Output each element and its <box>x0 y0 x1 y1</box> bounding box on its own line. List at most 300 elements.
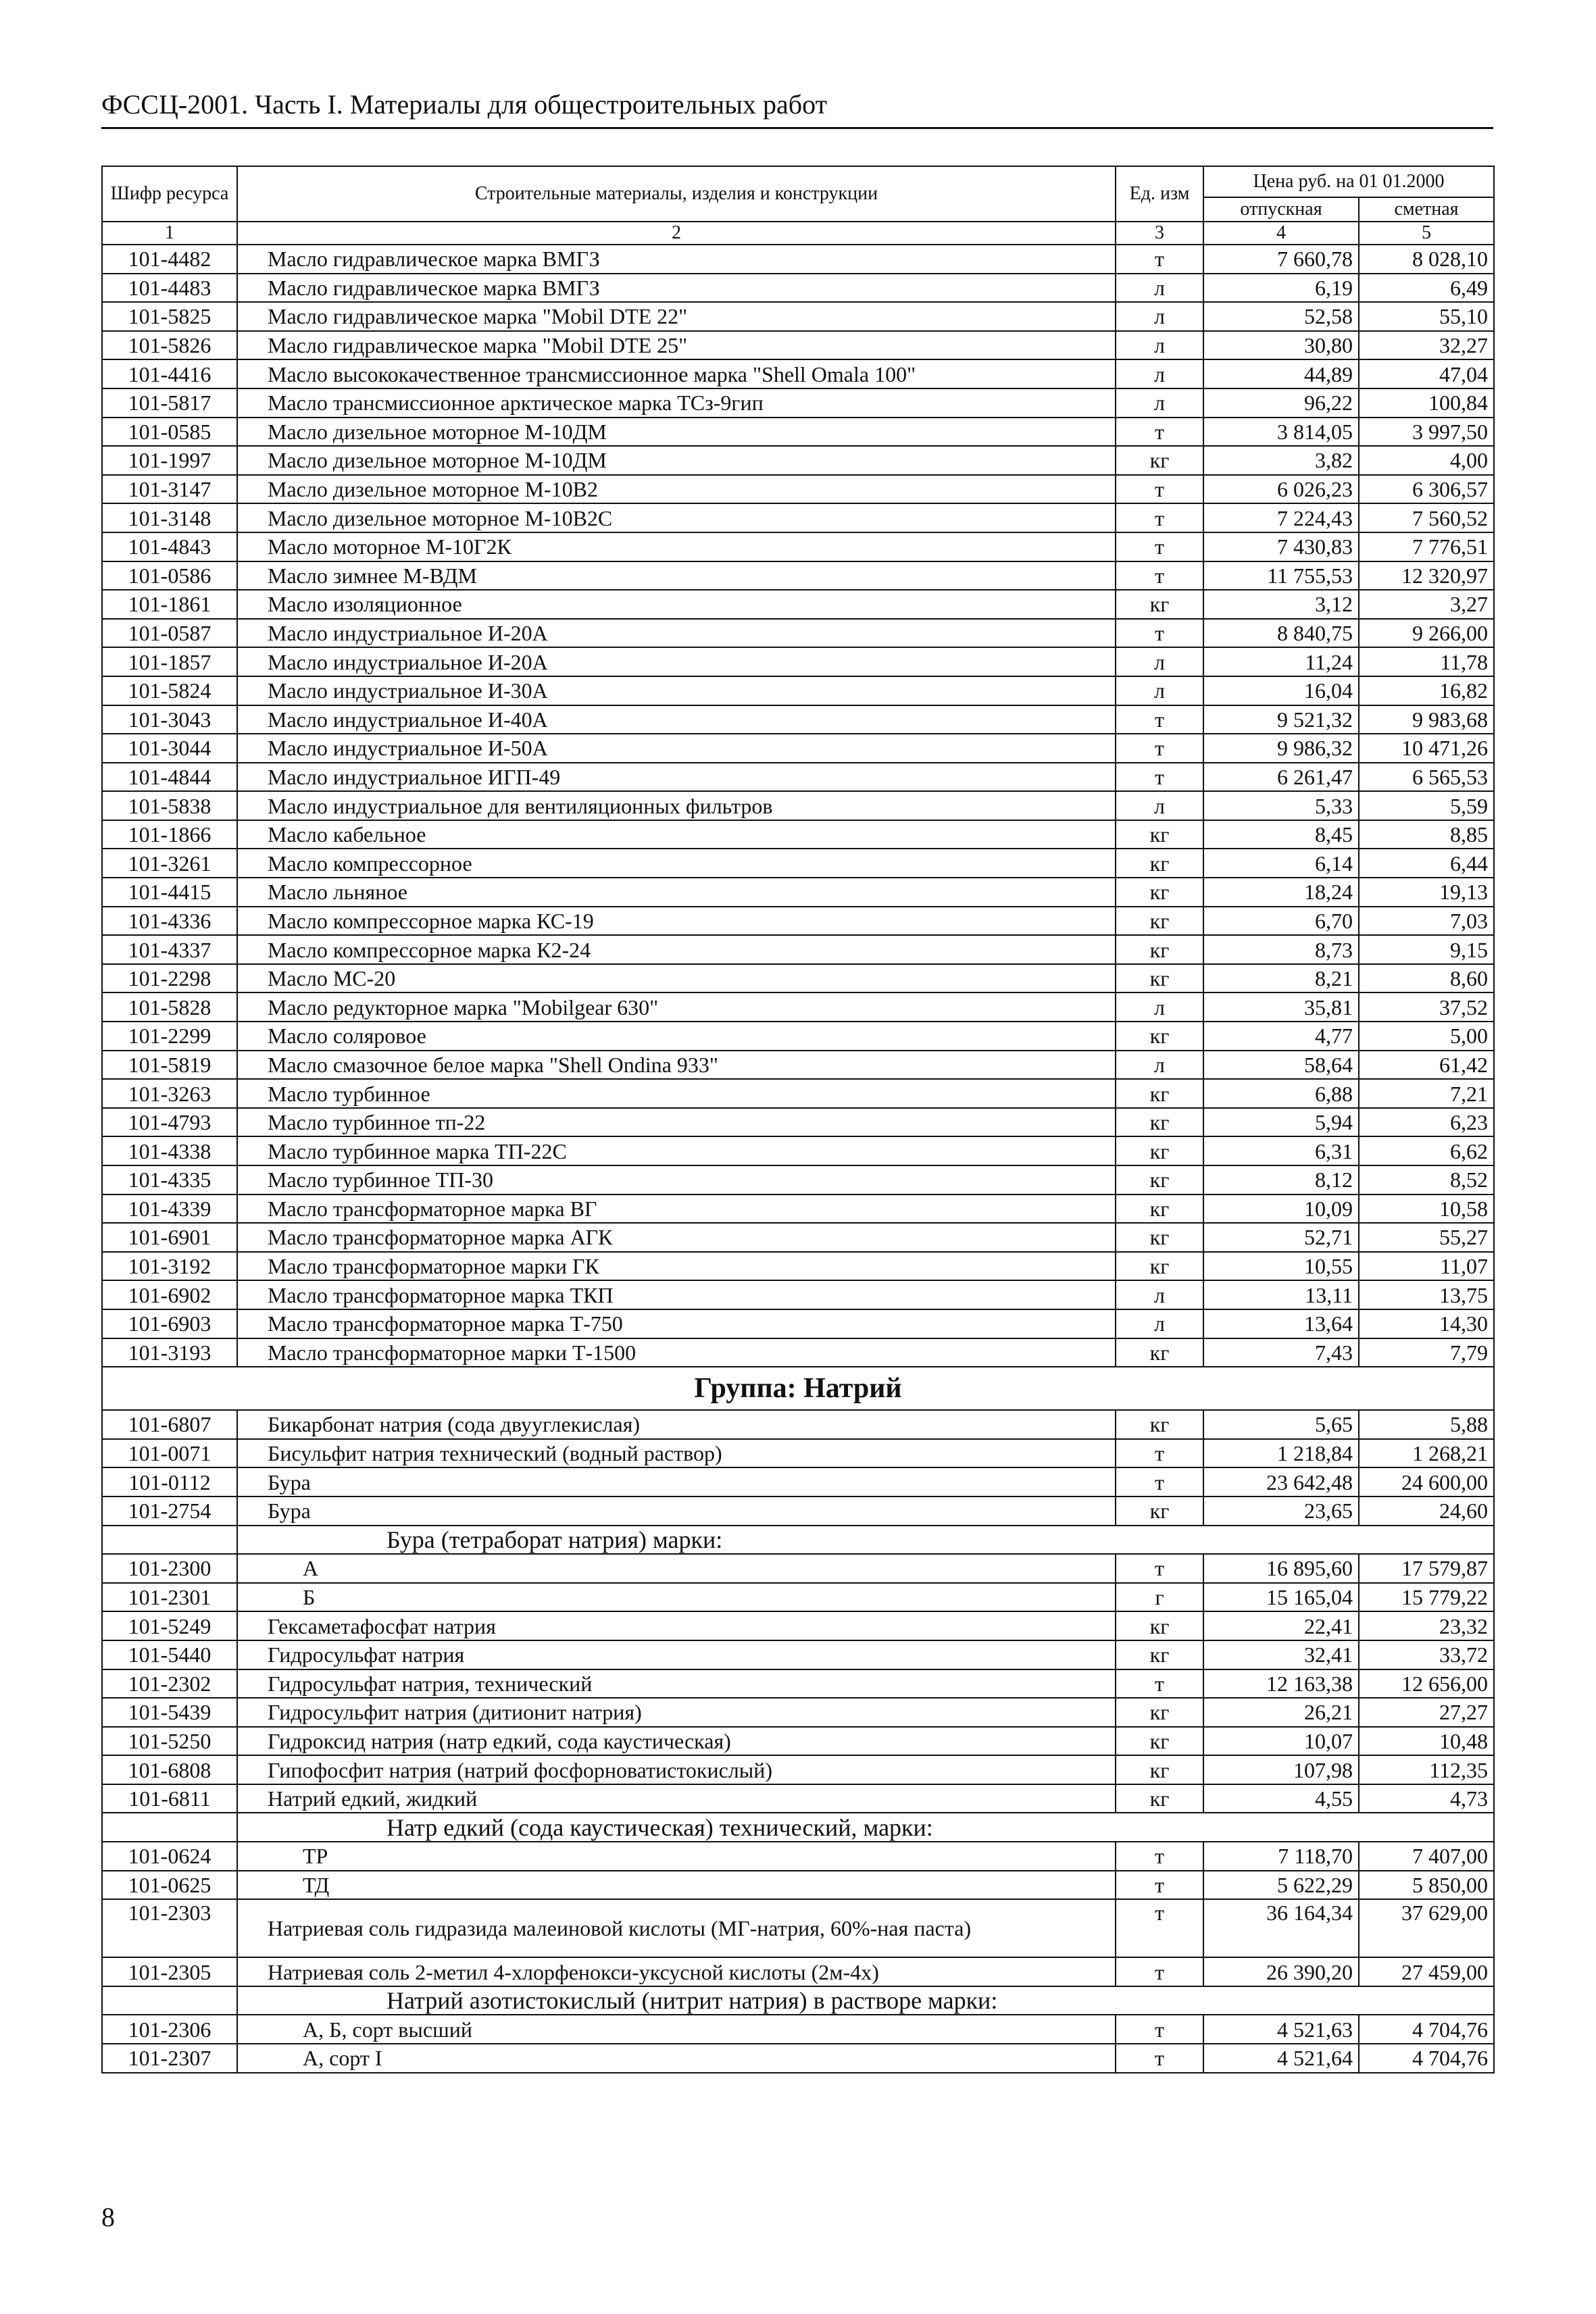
unit-of-measure: т <box>1116 475 1203 504</box>
table-row <box>102 359 1494 388</box>
release-price: 16,04 <box>1203 676 1359 705</box>
material-name: Масло моторное М-10Г2К <box>237 532 1116 561</box>
unit-of-measure: л <box>1116 676 1203 705</box>
table-row <box>102 907 1494 936</box>
release-price: 6,14 <box>1203 849 1359 878</box>
resource-code: 101-2298 <box>102 964 237 993</box>
unit-of-measure: т <box>1116 561 1203 590</box>
unit-of-measure: л <box>1116 302 1203 331</box>
table-row <box>102 1439 1494 1468</box>
material-name: Масло трансформаторное марка Т-750 <box>237 1309 1116 1338</box>
material-name: Масло индустриальное И-40А <box>237 705 1116 734</box>
unit-of-measure: кг <box>1116 1496 1203 1526</box>
release-price: 5,33 <box>1203 791 1359 820</box>
table-row <box>102 1669 1494 1699</box>
release-price: 23 642,48 <box>1203 1467 1359 1496</box>
table-row <box>102 676 1494 705</box>
material-name: Масло трансформаторное марки ГК <box>237 1252 1116 1281</box>
table-body <box>102 245 1494 2073</box>
subgroup-title: Бура (тетраборат натрия) марки: <box>237 1526 1494 1555</box>
material-name: Масло МС-20 <box>237 964 1116 993</box>
material-name: Натриевая соль гидразида малеиновой кислоты (МГ-натрия, 60%-ная паста) <box>237 1899 1116 1957</box>
estimate-price: 11,78 <box>1359 647 1494 676</box>
unit-of-measure: кг <box>1116 1136 1203 1165</box>
release-price: 8,45 <box>1203 820 1359 849</box>
unit-of-measure: кг <box>1116 1755 1203 1784</box>
table-row <box>102 1467 1494 1496</box>
resource-code: 101-2299 <box>102 1022 237 1051</box>
estimate-price: 10,58 <box>1359 1194 1494 1224</box>
release-price: 10,55 <box>1203 1252 1359 1281</box>
unit-of-measure: л <box>1116 359 1203 388</box>
resource-code: 101-4793 <box>102 1108 237 1137</box>
estimate-price: 27,27 <box>1359 1698 1494 1727</box>
release-price: 5,94 <box>1203 1108 1359 1137</box>
unit-of-measure: т <box>1116 1957 1203 1986</box>
resource-code: 101-0625 <box>102 1871 237 1900</box>
estimate-price: 8,52 <box>1359 1165 1494 1194</box>
table-row <box>102 1410 1494 1439</box>
material-name: А, сорт I <box>237 2044 1116 2073</box>
unit-of-measure: т <box>1116 1467 1203 1496</box>
resource-code: 101-2300 <box>102 1554 237 1583</box>
material-name: Масло льняное <box>237 878 1116 907</box>
resource-code: 101-5817 <box>102 388 237 418</box>
estimate-price: 9 266,00 <box>1359 619 1494 648</box>
table-row <box>102 1165 1494 1194</box>
subgroup-title: Натр едкий (сода каустическая) технический, марки: <box>237 1813 1494 1842</box>
material-name: Масло индустриальное для вентиляционных фильтров <box>237 791 1116 820</box>
estimate-price: 33,72 <box>1359 1640 1494 1669</box>
unit-of-measure: т <box>1116 1554 1203 1583</box>
material-name: Масло трансмиссионное арктическое марка ТСз-9гип <box>237 388 1116 418</box>
resource-code: 101-4337 <box>102 935 237 964</box>
resource-code: 101-3147 <box>102 475 237 504</box>
table-row <box>102 331 1494 360</box>
estimate-price: 13,75 <box>1359 1280 1494 1309</box>
material-name: Масло редукторное марка "Mobilgear 630" <box>237 992 1116 1022</box>
table-row <box>102 2015 1494 2044</box>
table-row <box>102 388 1494 418</box>
resource-code: 101-5826 <box>102 331 237 360</box>
material-name: Б <box>237 1583 1116 1612</box>
estimate-price: 55,10 <box>1359 302 1494 331</box>
material-name: Масло индустриальное И-50А <box>237 734 1116 763</box>
header-unit: Ед. изм <box>1116 166 1203 222</box>
resource-code: 101-3263 <box>102 1079 237 1108</box>
release-price: 7 660,78 <box>1203 245 1359 274</box>
table-row <box>102 935 1494 964</box>
estimate-price: 7 560,52 <box>1359 503 1494 532</box>
resource-code: 101-4335 <box>102 1165 237 1194</box>
estimate-price: 14,30 <box>1359 1309 1494 1338</box>
page-number: 8 <box>101 2202 115 2232</box>
material-name: Масло трансформаторное марка ТКП <box>237 1280 1116 1309</box>
release-price: 3,82 <box>1203 446 1359 475</box>
estimate-price: 16,82 <box>1359 676 1494 705</box>
material-name: Масло дизельное моторное М-10В2С <box>237 503 1116 532</box>
material-name: А <box>237 1554 1116 1583</box>
subgroup-row <box>102 1813 1494 1842</box>
unit-of-measure: кг <box>1116 590 1203 619</box>
table-row <box>102 1079 1494 1108</box>
material-name: Натрий едкий, жидкий <box>237 1784 1116 1813</box>
release-price: 32,41 <box>1203 1640 1359 1669</box>
release-price: 4,55 <box>1203 1784 1359 1813</box>
estimate-price: 10,48 <box>1359 1727 1494 1756</box>
release-price: 10,07 <box>1203 1727 1359 1756</box>
release-price: 12 163,38 <box>1203 1669 1359 1699</box>
material-name: Масло гидравлическое марка "Mobil DTE 25" <box>237 331 1116 360</box>
col-num-4: 4 <box>1203 222 1359 245</box>
release-price: 58,64 <box>1203 1051 1359 1080</box>
estimate-price: 19,13 <box>1359 878 1494 907</box>
estimate-price: 11,07 <box>1359 1252 1494 1281</box>
release-price: 6,88 <box>1203 1079 1359 1108</box>
unit-of-measure: т <box>1116 1871 1203 1900</box>
material-name: Гидросульфит натрия (дитионит натрия) <box>237 1698 1116 1727</box>
subgroup-row <box>102 1986 1494 2015</box>
table-row <box>102 1051 1494 1080</box>
estimate-price: 9,15 <box>1359 935 1494 964</box>
release-price: 36 164,34 <box>1203 1899 1359 1957</box>
table-row <box>102 619 1494 648</box>
estimate-price: 6,49 <box>1359 274 1494 303</box>
estimate-price: 37,52 <box>1359 992 1494 1022</box>
release-price: 6 261,47 <box>1203 763 1359 792</box>
header-price: Цена руб. на 01 01.2000 <box>1203 166 1494 197</box>
release-price: 4 521,63 <box>1203 2015 1359 2044</box>
table-row <box>102 446 1494 475</box>
release-price: 5,65 <box>1203 1410 1359 1439</box>
unit-of-measure: т <box>1116 418 1203 447</box>
estimate-price: 4,00 <box>1359 446 1494 475</box>
resource-code: 101-5825 <box>102 302 237 331</box>
material-name: Масло гидравлическое марка ВМГЗ <box>237 245 1116 274</box>
resource-code: 101-3043 <box>102 705 237 734</box>
table-row <box>102 1755 1494 1784</box>
unit-of-measure: т <box>1116 734 1203 763</box>
table-row <box>102 1899 1494 1957</box>
estimate-price: 8,60 <box>1359 964 1494 993</box>
estimate-price: 55,27 <box>1359 1223 1494 1252</box>
table-row <box>102 503 1494 532</box>
resource-code: 101-4339 <box>102 1194 237 1224</box>
table-row <box>102 763 1494 792</box>
release-price: 4,77 <box>1203 1022 1359 1051</box>
unit-of-measure: л <box>1116 1309 1203 1338</box>
estimate-price: 3,27 <box>1359 590 1494 619</box>
table-row <box>102 992 1494 1022</box>
resource-code: 101-3044 <box>102 734 237 763</box>
resource-code: 101-4338 <box>102 1136 237 1165</box>
resource-code: 101-4843 <box>102 532 237 561</box>
material-name: Натриевая соль 2-метил 4-хлорфенокси-уксусной кислоты (2м-4х) <box>237 1957 1116 1986</box>
unit-of-measure: кг <box>1116 849 1203 878</box>
resource-code: 101-1997 <box>102 446 237 475</box>
resource-code: 101-2302 <box>102 1669 237 1699</box>
material-name: А, Б, сорт высший <box>237 2015 1116 2044</box>
release-price: 35,81 <box>1203 992 1359 1022</box>
material-name: Бикарбонат натрия (сода двууглекислая) <box>237 1410 1116 1439</box>
estimate-price: 4 704,76 <box>1359 2044 1494 2073</box>
resource-code: 101-5828 <box>102 992 237 1022</box>
material-name: Масло индустриальное И-20А <box>237 647 1116 676</box>
unit-of-measure: кг <box>1116 1022 1203 1051</box>
resource-code: 101-4336 <box>102 907 237 936</box>
material-name: Масло соляровое <box>237 1022 1116 1051</box>
unit-of-measure: т <box>1116 705 1203 734</box>
estimate-price: 27 459,00 <box>1359 1957 1494 1986</box>
estimate-price: 8,85 <box>1359 820 1494 849</box>
unit-of-measure: л <box>1116 274 1203 303</box>
resource-code: 101-0071 <box>102 1439 237 1468</box>
estimate-price: 100,84 <box>1359 388 1494 418</box>
material-name: ТР <box>237 1842 1116 1871</box>
col-num-3: 3 <box>1116 222 1203 245</box>
estimate-price: 7,03 <box>1359 907 1494 936</box>
resource-code: 101-4844 <box>102 763 237 792</box>
table-row <box>102 1194 1494 1224</box>
table-row <box>102 1223 1494 1252</box>
estimate-price: 7 407,00 <box>1359 1842 1494 1871</box>
resource-code: 101-3148 <box>102 503 237 532</box>
estimate-price: 24,60 <box>1359 1496 1494 1526</box>
unit-of-measure: т <box>1116 245 1203 274</box>
material-name: Гексаметафосфат натрия <box>237 1611 1116 1640</box>
unit-of-measure: т <box>1116 1899 1203 1957</box>
estimate-price: 32,27 <box>1359 331 1494 360</box>
release-price: 11 755,53 <box>1203 561 1359 590</box>
material-name: Масло индустриальное И-30А <box>237 676 1116 705</box>
material-name: Гидроксид натрия (натр едкий, сода каустическая) <box>237 1727 1116 1756</box>
table-row <box>102 532 1494 561</box>
subgroup-row <box>102 1526 1494 1555</box>
unit-of-measure: л <box>1116 331 1203 360</box>
resource-code: 101-5439 <box>102 1698 237 1727</box>
estimate-price: 6 565,53 <box>1359 763 1494 792</box>
unit-of-measure: т <box>1116 763 1203 792</box>
table-row <box>102 647 1494 676</box>
unit-of-measure: л <box>1116 388 1203 418</box>
table-row <box>102 1496 1494 1526</box>
unit-of-measure: кг <box>1116 964 1203 993</box>
release-price: 8,21 <box>1203 964 1359 993</box>
resource-code: 101-2305 <box>102 1957 237 1986</box>
table-row <box>102 1698 1494 1727</box>
unit-of-measure: т <box>1116 1842 1203 1871</box>
header-name: Строительные материалы, изделия и конструкции <box>237 166 1116 222</box>
unit-of-measure: кг <box>1116 1640 1203 1669</box>
resource-code: 101-5838 <box>102 791 237 820</box>
table-row <box>102 820 1494 849</box>
table-row <box>102 418 1494 447</box>
material-name: Масло компрессорное <box>237 849 1116 878</box>
group-title: Группа: Натрий <box>102 1367 1494 1410</box>
release-price: 8 840,75 <box>1203 619 1359 648</box>
table-row <box>102 274 1494 303</box>
material-name: Гидросульфат натрия <box>237 1640 1116 1669</box>
material-name: Масло смазочное белое марка "Shell Ondina 933" <box>237 1051 1116 1080</box>
material-name: Масло высококачественное трансмиссионное марка "Shell Omala 100" <box>237 359 1116 388</box>
unit-of-measure: т <box>1116 532 1203 561</box>
table-row <box>102 1022 1494 1051</box>
unit-of-measure: кг <box>1116 1727 1203 1756</box>
estimate-price: 112,35 <box>1359 1755 1494 1784</box>
unit-of-measure: л <box>1116 1280 1203 1309</box>
table-row <box>102 590 1494 619</box>
table-row <box>102 878 1494 907</box>
release-price: 7 430,83 <box>1203 532 1359 561</box>
resource-code: 101-2306 <box>102 2015 237 2044</box>
col-num-5: 5 <box>1359 222 1494 245</box>
resource-code: 101-5824 <box>102 676 237 705</box>
resource-code: 101-4416 <box>102 359 237 388</box>
price-table <box>101 166 1495 2073</box>
table-row <box>102 1309 1494 1338</box>
table-row <box>102 561 1494 590</box>
table-row <box>102 1871 1494 1900</box>
unit-of-measure: т <box>1116 619 1203 648</box>
release-price: 6,70 <box>1203 907 1359 936</box>
release-price: 107,98 <box>1203 1755 1359 1784</box>
unit-of-measure: кг <box>1116 907 1203 936</box>
empty-cell <box>102 1526 237 1555</box>
resource-code: 101-2303 <box>102 1899 237 1957</box>
resource-code: 101-6903 <box>102 1309 237 1338</box>
estimate-price: 3 997,50 <box>1359 418 1494 447</box>
resource-code: 101-0585 <box>102 418 237 447</box>
release-price: 13,64 <box>1203 1309 1359 1338</box>
resource-code: 101-5440 <box>102 1640 237 1669</box>
material-name: Масло индустриальное И-20А <box>237 619 1116 648</box>
material-name: Масло зимнее М-ВДМ <box>237 561 1116 590</box>
resource-code: 101-6811 <box>102 1784 237 1813</box>
resource-code: 101-3193 <box>102 1338 237 1367</box>
resource-code: 101-1857 <box>102 647 237 676</box>
unit-of-measure: кг <box>1116 820 1203 849</box>
header-release: отпускная <box>1203 197 1359 222</box>
release-price: 52,71 <box>1203 1223 1359 1252</box>
estimate-price: 6,23 <box>1359 1108 1494 1137</box>
resource-code: 101-5819 <box>102 1051 237 1080</box>
release-price: 52,58 <box>1203 302 1359 331</box>
unit-of-measure: кг <box>1116 1223 1203 1252</box>
material-name: Гидросульфат натрия, технический <box>237 1669 1116 1699</box>
material-name: ТД <box>237 1871 1116 1900</box>
unit-of-measure: л <box>1116 647 1203 676</box>
release-price: 6,31 <box>1203 1136 1359 1165</box>
unit-of-measure: кг <box>1116 1079 1203 1108</box>
resource-code: 101-2754 <box>102 1496 237 1526</box>
estimate-price: 61,42 <box>1359 1051 1494 1080</box>
table-row <box>102 1280 1494 1309</box>
table-row <box>102 1957 1494 1986</box>
estimate-price: 6,62 <box>1359 1136 1494 1165</box>
table-row <box>102 302 1494 331</box>
material-name: Масло компрессорное марка К2-24 <box>237 935 1116 964</box>
release-price: 22,41 <box>1203 1611 1359 1640</box>
estimate-price: 7 776,51 <box>1359 532 1494 561</box>
resource-code: 101-4482 <box>102 245 237 274</box>
estimate-price: 4 704,76 <box>1359 2015 1494 2044</box>
release-price: 11,24 <box>1203 647 1359 676</box>
resource-code: 101-4483 <box>102 274 237 303</box>
unit-of-measure: кг <box>1116 935 1203 964</box>
unit-of-measure: кг <box>1116 1252 1203 1281</box>
estimate-price: 24 600,00 <box>1359 1467 1494 1496</box>
resource-code: 101-4415 <box>102 878 237 907</box>
release-price: 7,43 <box>1203 1338 1359 1367</box>
unit-of-measure: кг <box>1116 1611 1203 1640</box>
estimate-price: 6,44 <box>1359 849 1494 878</box>
material-name: Масло турбинное тп-22 <box>237 1108 1116 1137</box>
release-price: 10,09 <box>1203 1194 1359 1224</box>
unit-of-measure: л <box>1116 791 1203 820</box>
empty-cell <box>102 1813 237 1842</box>
table-row <box>102 1640 1494 1669</box>
table-row <box>102 1842 1494 1871</box>
unit-of-measure: кг <box>1116 1165 1203 1194</box>
table-row <box>102 1554 1494 1583</box>
unit-of-measure: л <box>1116 992 1203 1022</box>
release-price: 5 622,29 <box>1203 1871 1359 1900</box>
resource-code: 101-6901 <box>102 1223 237 1252</box>
release-price: 7 224,43 <box>1203 503 1359 532</box>
release-price: 26,21 <box>1203 1698 1359 1727</box>
table-row <box>102 1136 1494 1165</box>
estimate-price: 12 320,97 <box>1359 561 1494 590</box>
release-price: 23,65 <box>1203 1496 1359 1526</box>
release-price: 13,11 <box>1203 1280 1359 1309</box>
unit-of-measure: кг <box>1116 1784 1203 1813</box>
empty-cell <box>102 1986 237 2015</box>
header-code: Шифр ресурса <box>102 166 237 222</box>
table-row <box>102 1727 1494 1756</box>
estimate-price: 10 471,26 <box>1359 734 1494 763</box>
material-name: Масло турбинное ТП-30 <box>237 1165 1116 1194</box>
table-row <box>102 2044 1494 2073</box>
release-price: 44,89 <box>1203 359 1359 388</box>
resource-code: 101-1861 <box>102 590 237 619</box>
release-price: 96,22 <box>1203 388 1359 418</box>
estimate-price: 5 850,00 <box>1359 1871 1494 1900</box>
resource-code: 101-6807 <box>102 1410 237 1439</box>
estimate-price: 7,21 <box>1359 1079 1494 1108</box>
release-price: 4 521,64 <box>1203 2044 1359 2073</box>
estimate-price: 15 779,22 <box>1359 1583 1494 1612</box>
resource-code: 101-0112 <box>102 1467 237 1496</box>
table-row <box>102 1252 1494 1281</box>
unit-of-measure: т <box>1116 1669 1203 1699</box>
unit-of-measure: т <box>1116 503 1203 532</box>
unit-of-measure: кг <box>1116 1338 1203 1367</box>
estimate-price: 5,88 <box>1359 1410 1494 1439</box>
unit-of-measure: кг <box>1116 446 1203 475</box>
table-row <box>102 475 1494 504</box>
resource-code: 101-2301 <box>102 1583 237 1612</box>
release-price: 6 026,23 <box>1203 475 1359 504</box>
material-name: Бура <box>237 1467 1116 1496</box>
release-price: 8,73 <box>1203 935 1359 964</box>
unit-of-measure: кг <box>1116 1108 1203 1137</box>
estimate-price: 17 579,87 <box>1359 1554 1494 1583</box>
material-name: Масло трансформаторное марка ВГ <box>237 1194 1116 1224</box>
resource-code: 101-2307 <box>102 2044 237 2073</box>
material-name: Масло индустриальное ИГП-49 <box>237 763 1116 792</box>
release-price: 8,12 <box>1203 1165 1359 1194</box>
material-name: Гипофосфит натрия (натрий фосфорноватистокислый) <box>237 1755 1116 1784</box>
